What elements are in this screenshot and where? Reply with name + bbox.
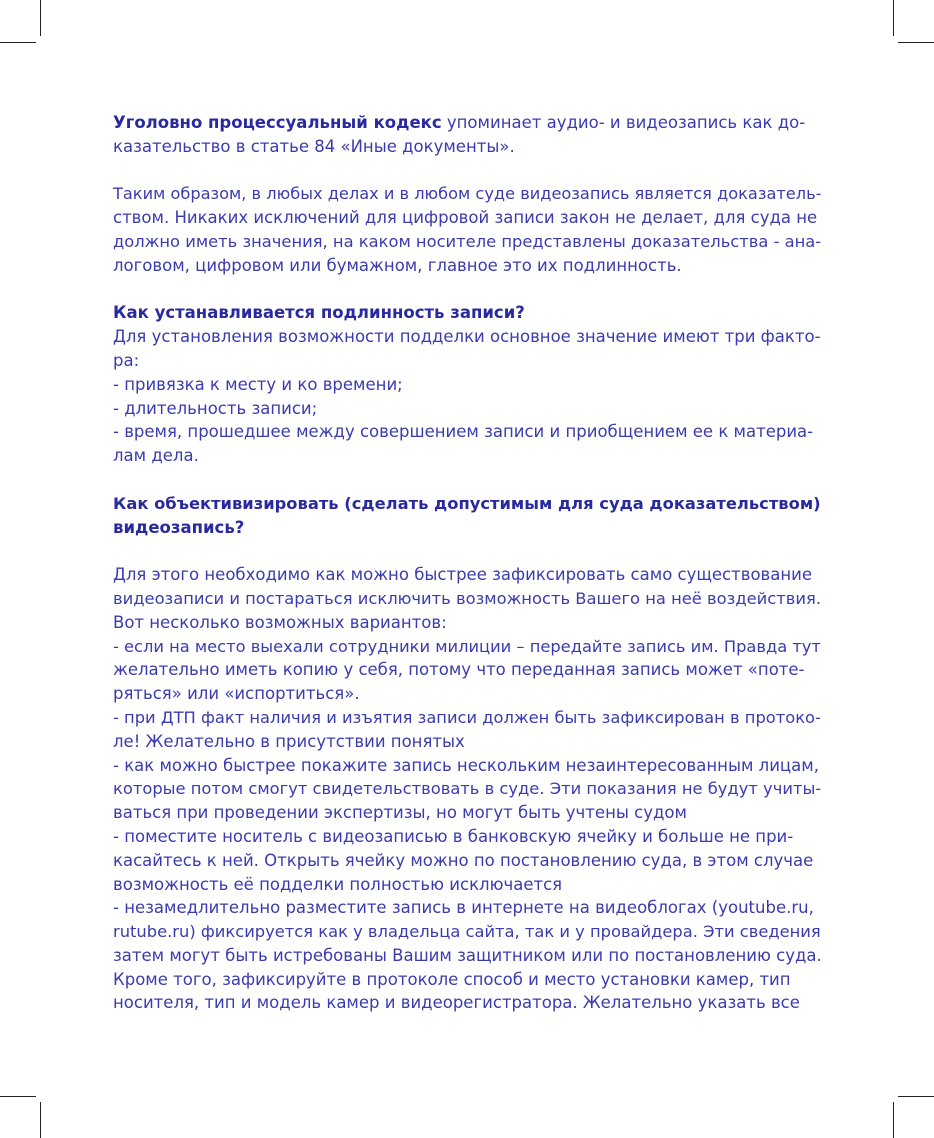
text-line: ле! Желательно в присутствии понятых xyxy=(113,731,465,751)
list-item: - время, прошедшее между совершением записи и приобщением ее к материа- xyxy=(113,422,814,442)
list-item: - незамедлительно разместите запись в интернете на видеоблогах (youtube.ru, xyxy=(113,898,814,918)
paragraph-conclusion xyxy=(113,182,825,277)
list-item: - при ДТП факт наличия и изъятия записи должен быть зафиксирован в протоко- xyxy=(113,707,821,727)
list-item: - длительность записи; xyxy=(113,398,318,418)
paragraph-gap xyxy=(113,159,825,183)
paragraph-gap xyxy=(113,278,825,302)
text-line: rutube.ru) фиксируется как у владельца сайта, так и у провайдера. Эти сведения xyxy=(113,922,821,942)
list-item: - если на место выехали сотрудники милиции – передайте запись им. Правда тут xyxy=(113,636,821,656)
text-line: видеозаписи и постараться исключить возможность Вашего на неё воздействия. xyxy=(113,588,822,608)
crop-mark-bottom-right-vertical xyxy=(893,1102,894,1138)
crop-mark-top-left-horizontal xyxy=(0,42,36,43)
text-line: ваться при проведении экспертизы, но могут быть учтены судом xyxy=(113,803,687,823)
text-line: Таким образом, в любых делах и в любом суде видеозапись является доказатель- xyxy=(113,184,822,204)
text-line: Для установления возможности подделки основное значение имеют три факто- xyxy=(113,327,821,347)
text-line: логовом, цифровом или бумажном, главное это их подлинность. xyxy=(113,255,682,275)
text-line: Для этого необходимо как можно быстрее зафиксировать само существование xyxy=(113,565,813,585)
section-objectivize xyxy=(113,492,825,1016)
text-line: желательно иметь копию у себя, потому что переданная запись может «поте- xyxy=(113,660,805,680)
paragraph-lead-rest: упоминает аудио- и видеозапись как до- xyxy=(441,113,806,132)
list-item: - привязка к месту и ко времени; xyxy=(113,374,403,394)
section-heading: Как объективизировать (сделать допустимым для суда доказательством) xyxy=(113,493,821,513)
text-line: лам дела. xyxy=(113,446,199,466)
crop-mark-top-left-vertical xyxy=(40,0,41,36)
paragraph-gap xyxy=(113,539,825,563)
paragraph-lead: Уголовно процессуальный кодекс xyxy=(113,113,442,132)
text-line: ряться» или «испортиться». xyxy=(113,684,360,704)
paragraph-gap xyxy=(113,468,825,492)
crop-mark-top-right-horizontal xyxy=(898,42,934,43)
list-item: - как можно быстрее покажите запись нескольким незаинтересованным лицам, xyxy=(113,755,819,775)
text-line: ством. Никаких исключений для цифровой записи закон не делает, для суда не xyxy=(113,208,818,228)
text-line xyxy=(113,111,825,135)
crop-mark-bottom-left-vertical xyxy=(40,1102,41,1138)
document-body xyxy=(113,111,825,1015)
text-line: касайтесь к ней. Открыть ячейку можно по постановлению суда, в этом случае xyxy=(113,850,814,870)
text-line: казательство в статье 84 «Иные документы». xyxy=(113,136,515,156)
list-item: - поместите носитель с видеозаписью в банковскую ячейку и больше не при- xyxy=(113,826,794,846)
section-authenticity xyxy=(113,301,825,468)
text-line: Кроме того, зафиксируйте в протоколе способ и место установки камер, тип xyxy=(113,969,791,989)
section-heading: Как устанавливается подлинность записи? xyxy=(113,303,525,323)
crop-mark-bottom-right-horizontal xyxy=(898,1096,934,1097)
text-line: возможность её подделки полностью исключается xyxy=(113,874,563,894)
section-heading: видеозапись? xyxy=(113,517,245,537)
paragraph-ugolovny-kodeks xyxy=(113,111,825,159)
text-line: затем могут быть истребованы Вашим защитником или по постановлению суда. xyxy=(113,945,822,965)
crop-mark-bottom-left-horizontal xyxy=(0,1096,36,1097)
crop-mark-top-right-vertical xyxy=(893,0,894,36)
text-line: ра: xyxy=(113,350,140,370)
text-line: носителя, тип и модель камер и видеорегистратора. Желательно указать все xyxy=(113,993,800,1013)
text-line: которые потом смогут свидетельствовать в суде. Эти показания не будут учиты- xyxy=(113,779,822,799)
text-line: Вот несколько возможных вариантов: xyxy=(113,612,447,632)
text-line: должно иметь значения, на каком носителе представлены доказательства - ана- xyxy=(113,231,822,251)
